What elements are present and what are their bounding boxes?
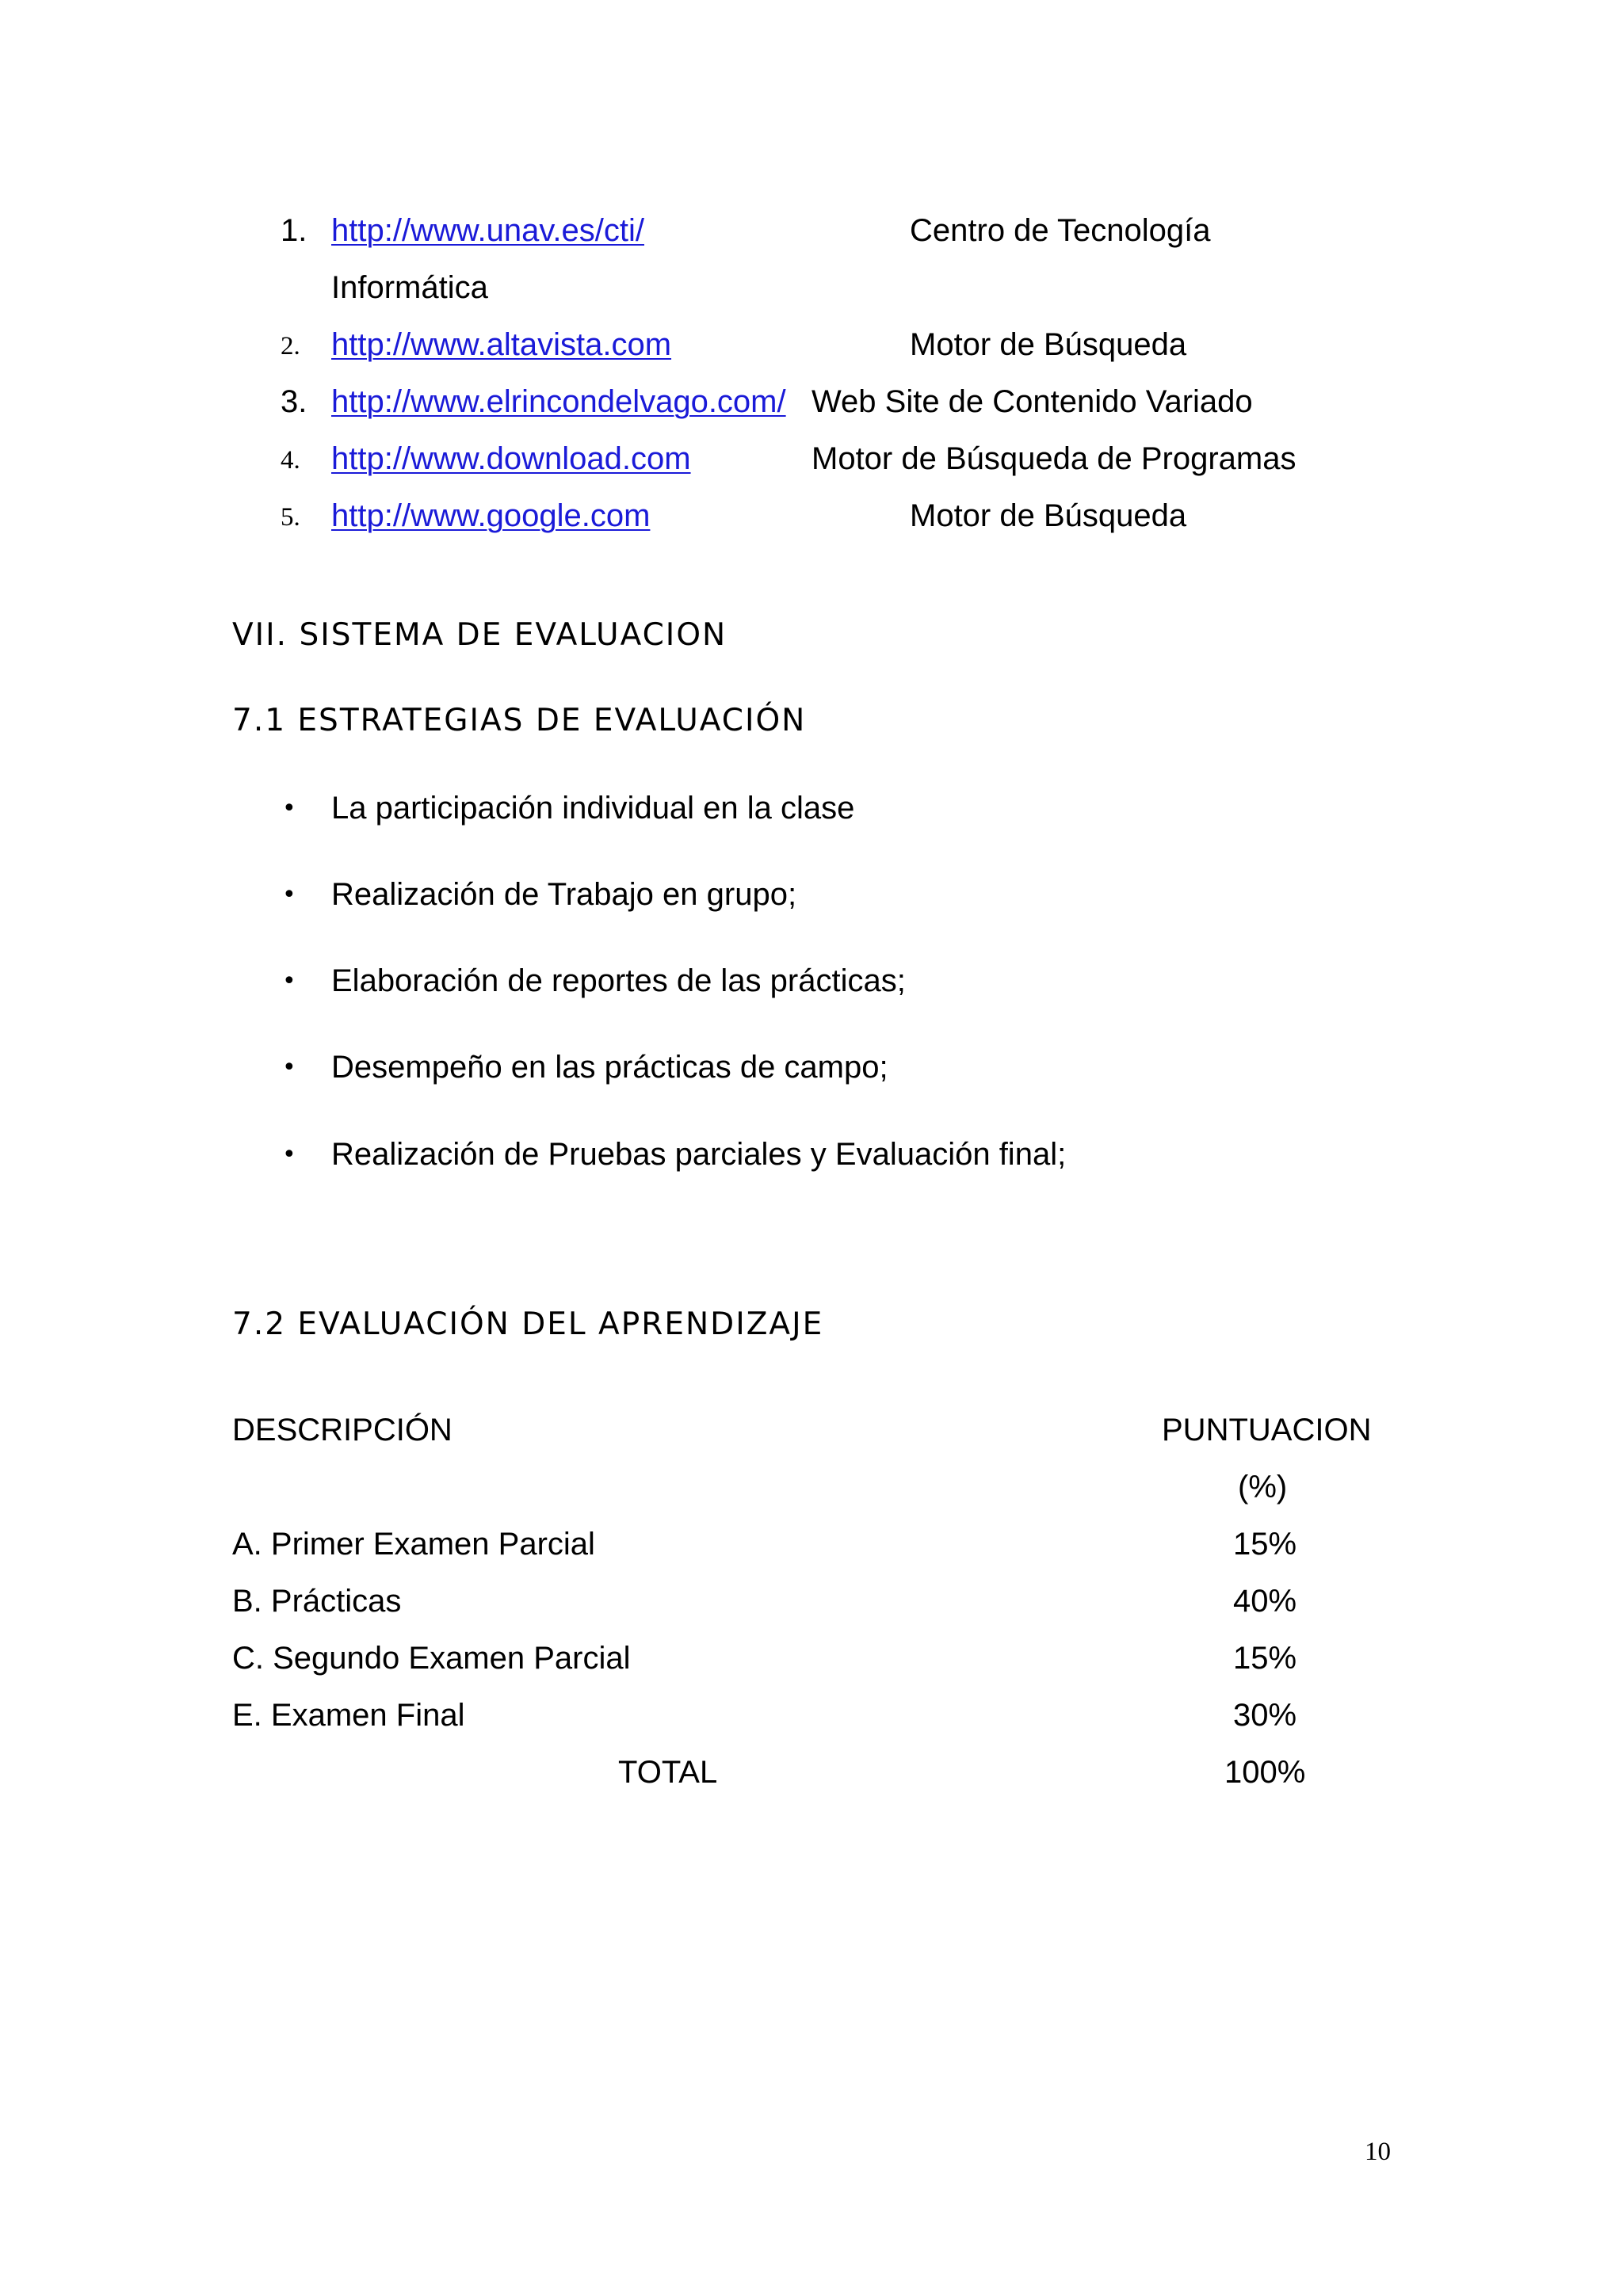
reference-number: 5.	[281, 503, 300, 532]
table-row-description: E. Examen Final	[232, 1698, 465, 1733]
reference-description: Motor de Búsqueda	[910, 327, 1187, 362]
strategy-item: Elaboración de reportes de las prácticas;	[331, 963, 906, 998]
table-total-label: TOTAL	[618, 1755, 718, 1790]
table-total-score: 100%	[1224, 1755, 1306, 1790]
reference-link-altavista[interactable]: http://www.altavista.com	[331, 327, 672, 362]
assessment-title: 7.2 EVALUACIÓN DEL APRENDIZAJE	[232, 1306, 824, 1342]
table-row-score: 15%	[1233, 1527, 1297, 1562]
reference-link-google[interactable]: http://www.google.com	[331, 498, 651, 533]
table-row-score: 40%	[1233, 1584, 1297, 1619]
table-row-score: 30%	[1233, 1698, 1297, 1733]
reference-link-unav[interactable]: http://www.unav.es/cti/	[331, 213, 644, 248]
reference-number: 3.	[281, 384, 307, 419]
reference-link-download[interactable]: http://www.download.com	[331, 441, 691, 476]
page-number: 10	[1365, 2138, 1391, 2166]
reference-number: 1.	[281, 213, 307, 248]
reference-number: 2.	[281, 332, 300, 360]
bullet-icon: •	[282, 881, 296, 909]
bullet-icon: •	[282, 1054, 296, 1081]
section-title: VII. SISTEMA DE EVALUACION	[232, 617, 727, 653]
table-header-score-unit: (%)	[1238, 1470, 1288, 1505]
bullet-icon: •	[282, 795, 296, 822]
reference-description: Motor de Búsqueda	[910, 498, 1187, 533]
reference-description: Motor de Búsqueda de Programas	[812, 441, 1296, 476]
reference-description: Centro de Tecnología	[910, 213, 1211, 248]
table-row-description: B. Prácticas	[232, 1584, 402, 1619]
table-row-description: A. Primer Examen Parcial	[232, 1527, 595, 1562]
reference-description: Web Site de Contenido Variado	[812, 384, 1253, 419]
strategy-item: La participación individual en la clase	[331, 791, 855, 826]
table-row-description: C. Segundo Examen Parcial	[232, 1641, 631, 1676]
bullet-icon: •	[282, 967, 296, 995]
table-row-score: 15%	[1233, 1641, 1297, 1676]
reference-number: 4.	[281, 446, 300, 475]
table-header-score: PUNTUACION	[1162, 1413, 1372, 1447]
strategy-item: Realización de Pruebas parciales y Evaluación final;	[331, 1137, 1067, 1172]
strategies-title: 7.1 ESTRATEGIAS DE EVALUACIÓN	[232, 703, 807, 738]
strategy-item: Desempeño en las prácticas de campo;	[331, 1050, 888, 1085]
reference-description-continuation: Informática	[331, 270, 488, 305]
reference-link-elrincondelvago[interactable]: http://www.elrincondelvago.com/	[331, 384, 786, 419]
strategy-item: Realización de Trabajo en grupo;	[331, 877, 797, 912]
bullet-icon: •	[282, 1141, 296, 1169]
table-header-description: DESCRIPCIÓN	[232, 1413, 453, 1447]
